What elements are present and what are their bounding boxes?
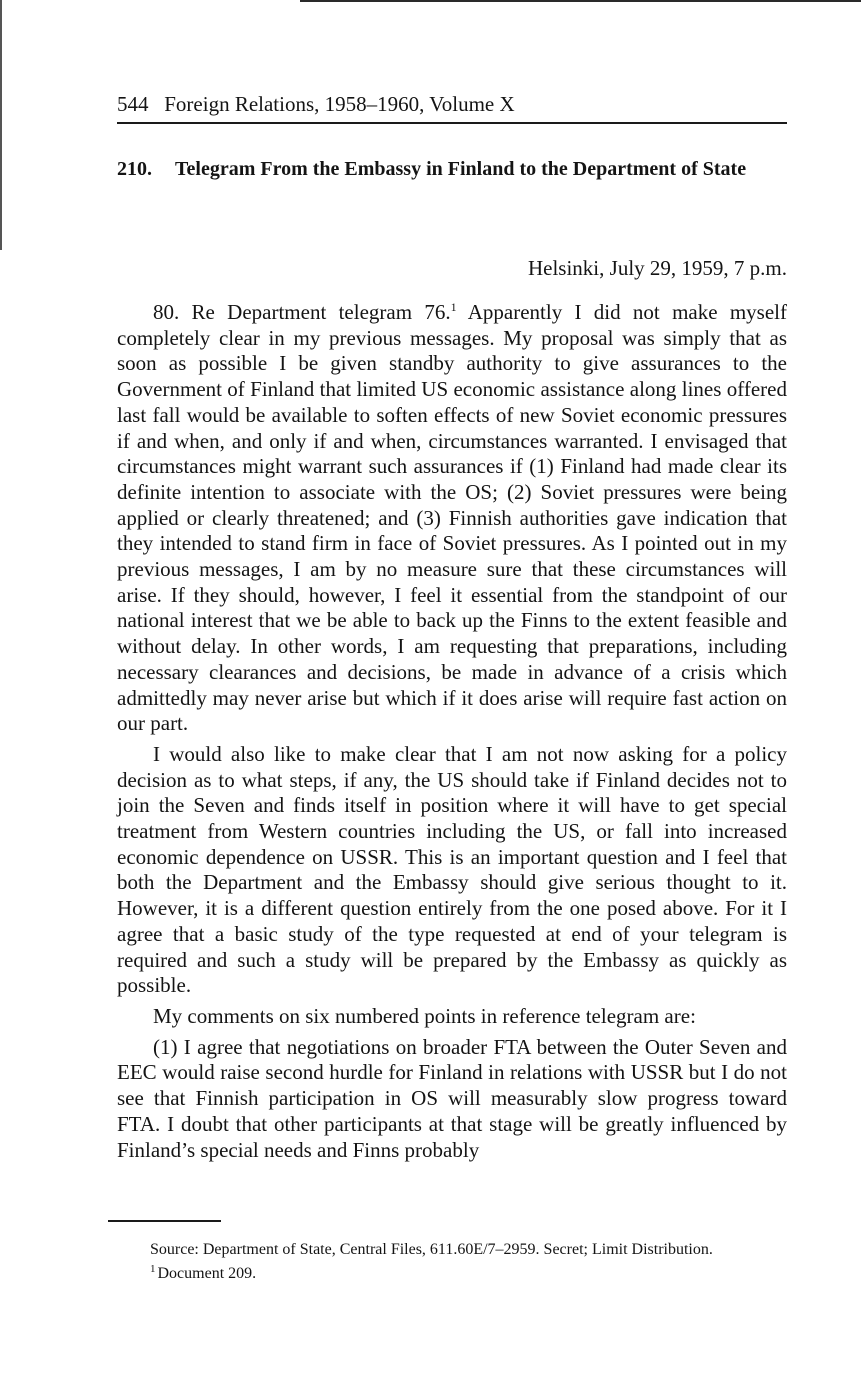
dateline: Helsinki, July 29, 1959, 7 p.m. — [527, 256, 787, 280]
paragraph-1 — [117, 300, 787, 737]
footnotes — [108, 1240, 787, 1284]
paragraph-1-rest: Apparently I did not make myself completely clear in my previous messages. My proposal was simply that as soon as possible I be given standby authority to give assurances to the Government of Finland that limited US economic assistance along lines offered last fall would be available to soften effects of new Soviet economic pressures if and when, and only if and when, circumstances warranted. I envisaged that circumstances might warrant such assurances if (1) Finland had made clear its definite intention to associate with the OS; (2) Soviet pressures were being applied or clearly threatened; and (3) Finnish authorities gave indication that they intended to stand firm in face of Soviet pressures. As I pointed out in my previous messages, I am by no measure sure that these circumstances will arise. If they should, however, I feel it essential from the standpoint of our national interest that we be able to back up the Finns to the extent feasible and without delay. In other words, I am requesting that preparations, including necessary clearances and decisions, be made in advance of a crisis which admittedly may never arise but which if it does arise will require fast action on our part. — [117, 300, 787, 736]
source-note: Source: Department of State, Central Files, 611.60E/7–2959. Secret; Limit Distribution. — [150, 1241, 713, 1258]
paragraph-2: I would also like to make clear that I am not now asking for a policy decision as to what steps, if any, the US should take if Finland decides not to join the Seven and finds itself in position where it will have to get special treatment from Western countries including the US, or fall into increased economic dependence on USSR. This is an important question and I feel that both the Department and the Embassy should give serious thought to it. However, it is a different question entirely from the one posed above. For it I agree that a basic study of the type requested at end of your telegram is required and such a study will be prepared by the Embassy as quickly as possible. — [117, 741, 787, 998]
document-number: 210. — [117, 158, 152, 180]
paragraph-3: My comments on six numbered points in reference telegram are: — [153, 1003, 696, 1028]
running-head: 544 Foreign Relations, 1958–1960, Volume X — [117, 92, 515, 116]
document-heading — [117, 157, 787, 181]
footnote-ref-1[interactable]: 1 — [450, 300, 457, 314]
page-edge-top — [300, 0, 861, 2]
page-edge-left — [0, 0, 2, 250]
telegram-body — [117, 300, 787, 1168]
footnote-1-marker: 1 — [150, 1262, 156, 1275]
footnote-1 — [150, 1264, 787, 1284]
document-title: Telegram From the Embassy in Finland to the Department of State — [175, 158, 747, 180]
footnote-1-text: Document 209. — [157, 1265, 257, 1282]
footnote-rule — [108, 1220, 221, 1222]
paragraph-1-start: 80. Re Department telegram 76. — [153, 300, 451, 324]
header-rule — [117, 122, 787, 124]
paragraph-4: (1) I agree that negotiations on broader FTA between the Outer Seven and EEC would raise second hurdle for Finland in relations with USSR but I do not see that Finnish participation in OS will measurably slow progress toward FTA. I doubt that other participants at that stage will be greatly influenced by Finland’s special needs and Finns probably — [117, 1034, 787, 1162]
